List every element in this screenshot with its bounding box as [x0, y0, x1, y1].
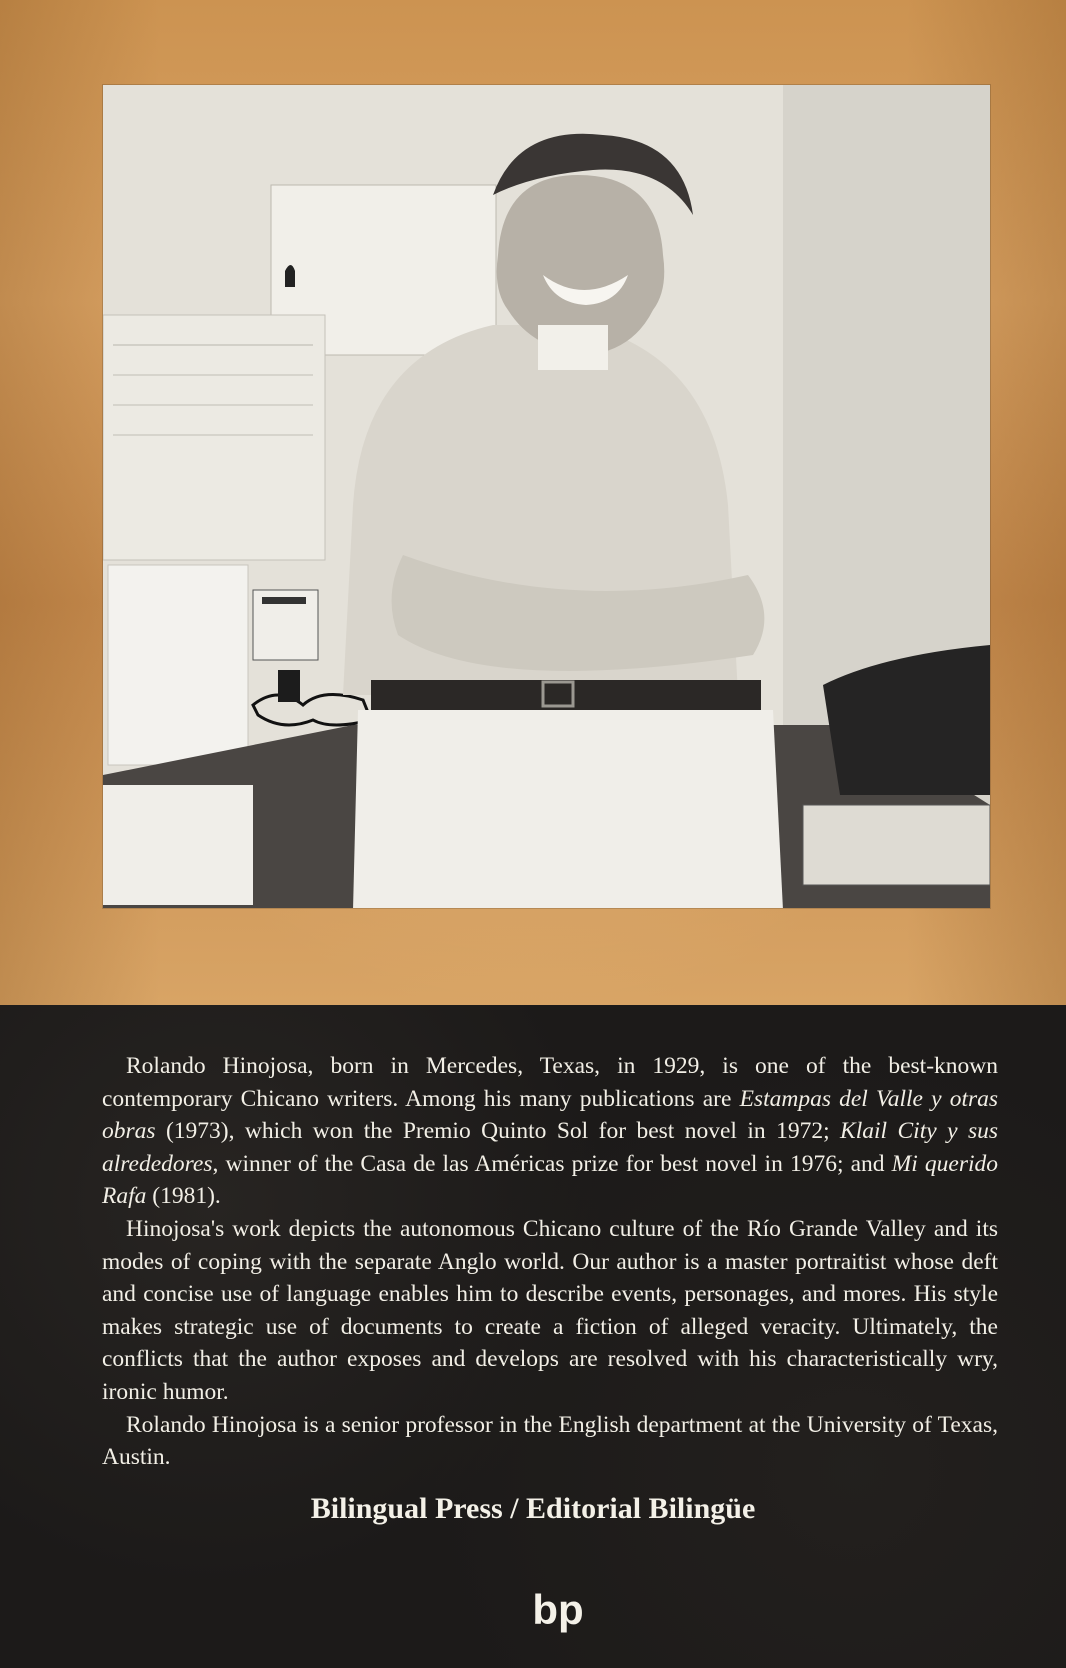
book-title-mi-querido-rafa: Mi querido Rafa — [102, 1150, 999, 1210]
bio-paragraph-1: Rolando Hinojosa, born in Mercedes, Texas, in 1929, is one of the best-known contemporary Chicano writers. Among his many publications are Estampas del Valle y otras obras (1973), which won the Premio Quinto Sol for best novel in 1972; Klail City y sus alrededores, winner of the Casa de las Américas prize for best novel in 1976; and Mi querido Rafa (1981). — [102, 1053, 999, 1210]
author-photo — [103, 85, 990, 908]
author-biography — [102, 1050, 998, 1474]
bio-paragraph-2: Hinojosa's work depicts the autonomous Chicano culture of the Río Grande Valley and its modes of coping with the separate Anglo world. Our author is a master portraitist whose deft and concise use of language enables him to describe events, personages, and mores. His style makes strategic use of documents to create a fiction of alleged veracity. Ultimately, the conflicts that the author exposes and develops are resolved with his characteristically wry, ironic humor. — [102, 1215, 998, 1405]
book-title-estampas: Estampas del Valle y otras obras — [102, 1085, 999, 1145]
publisher-name: Bilingual Press / Editorial Bilingüe — [310, 1492, 756, 1525]
publisher-logo-icon — [520, 1580, 596, 1640]
svg-text:bp: bp — [532, 1586, 584, 1633]
book-title-klail-city: Klail City y sus alrededores — [102, 1118, 998, 1177]
bio-paragraph-3: Rolando Hinojosa is a senior professor in the English department at the University of Texas, Austin. — [102, 1411, 998, 1471]
